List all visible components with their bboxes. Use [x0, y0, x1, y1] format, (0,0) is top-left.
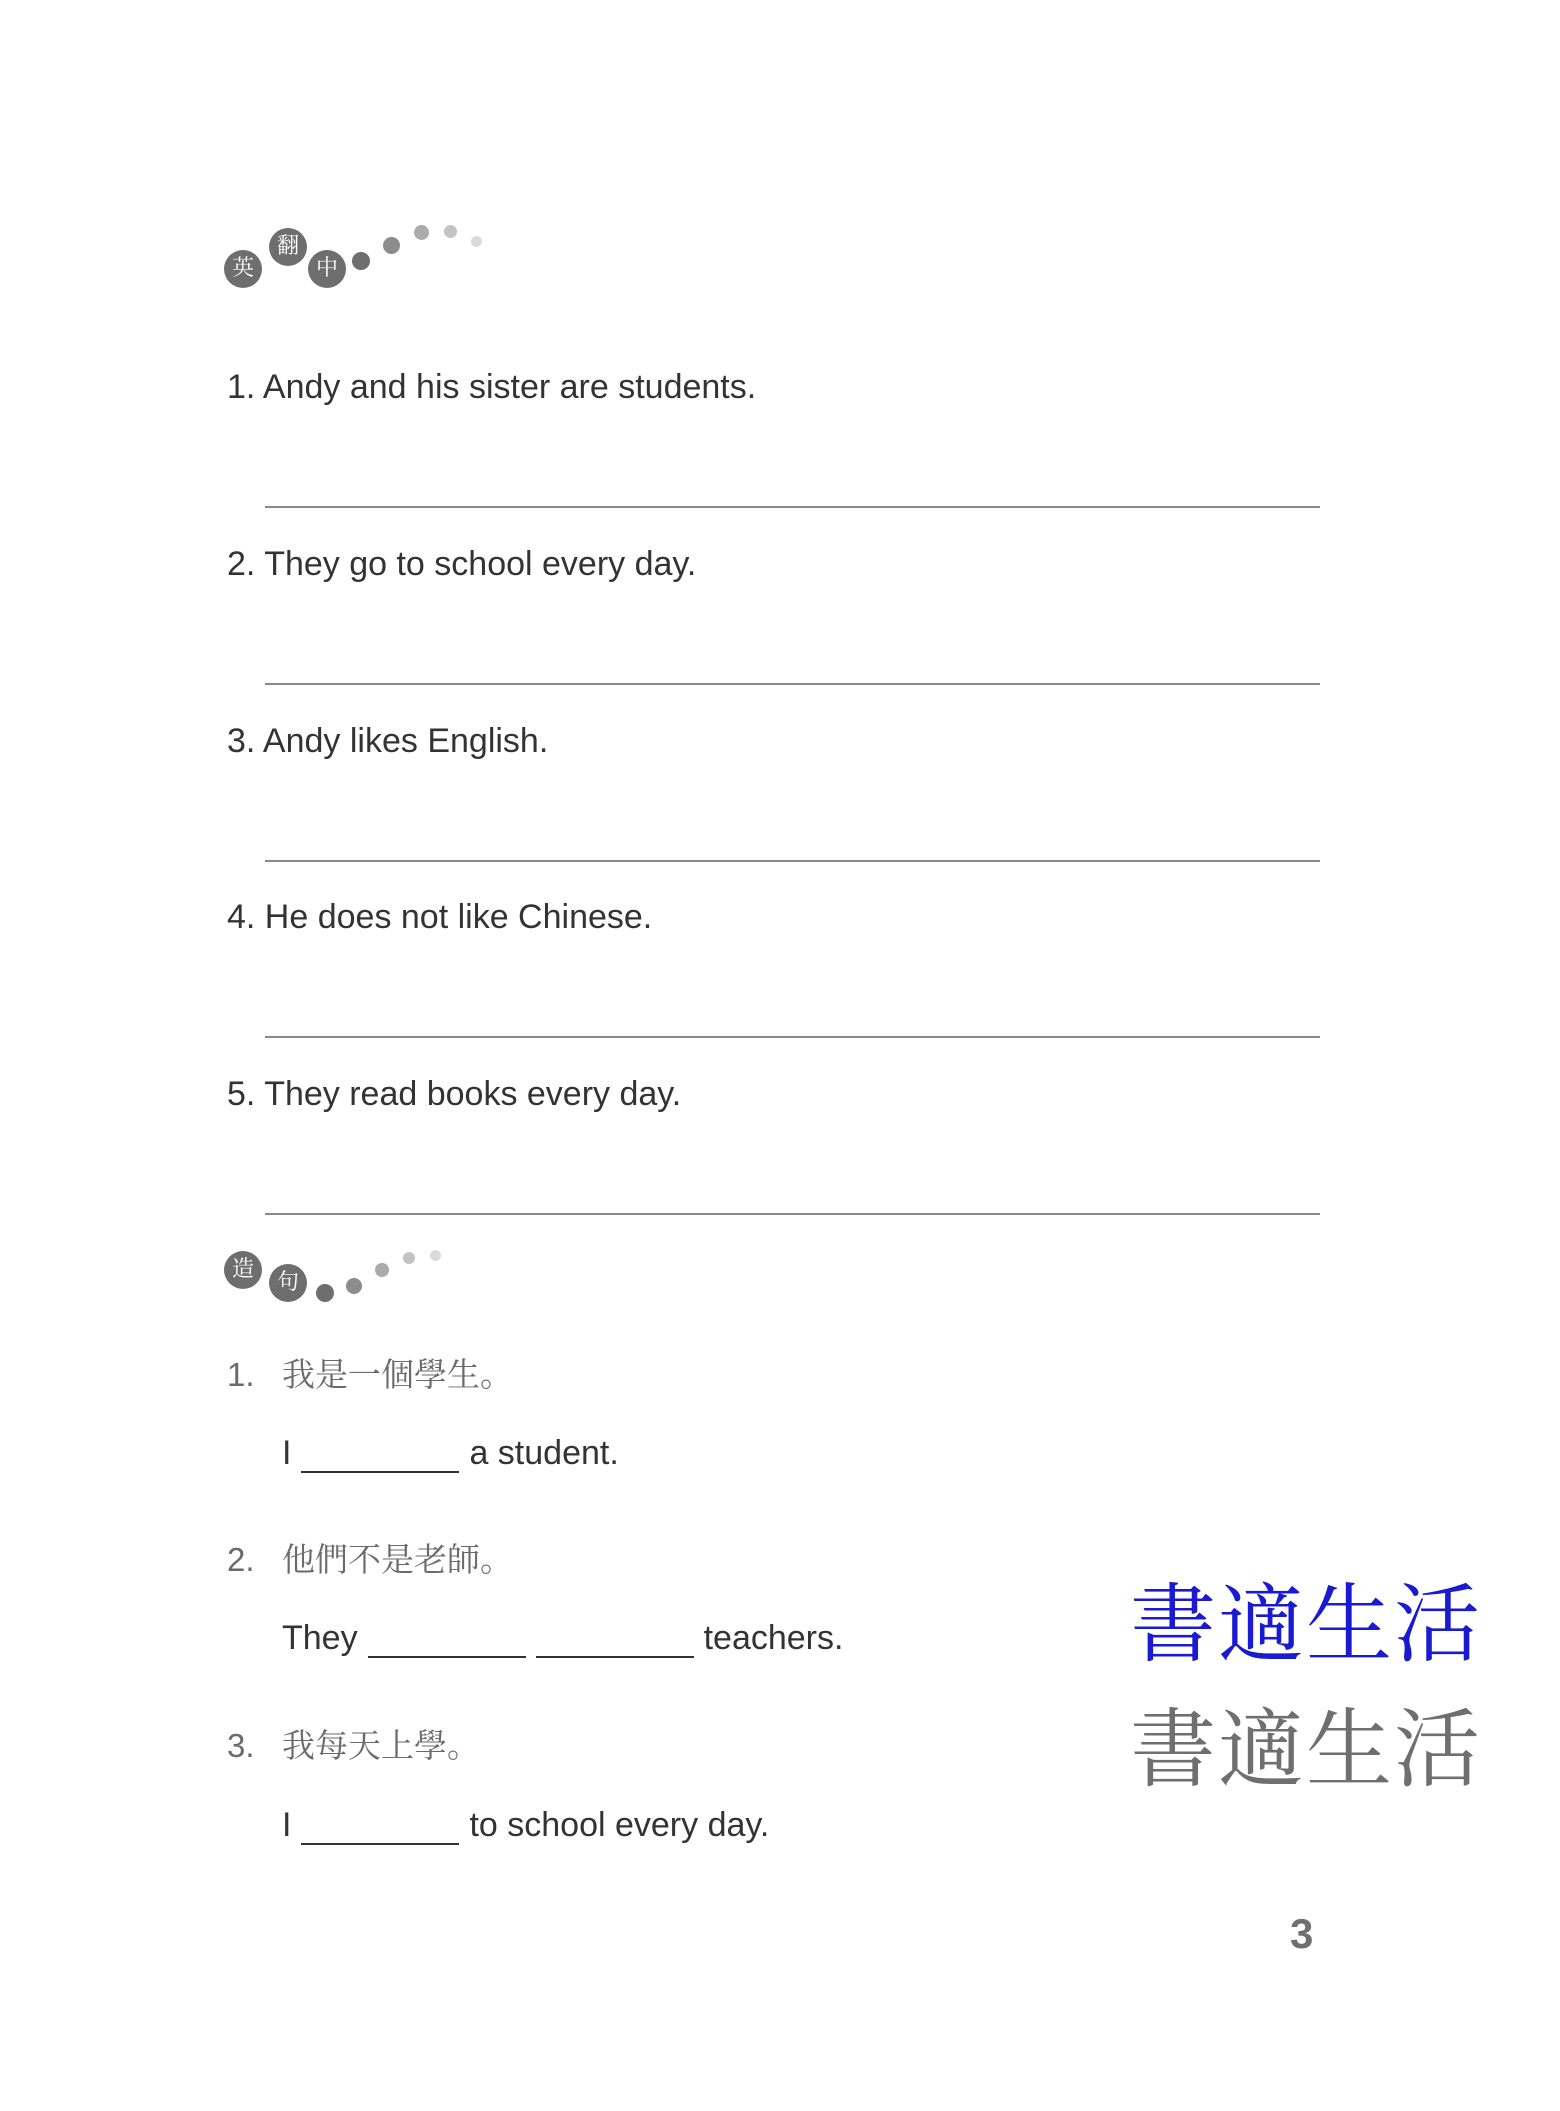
- chinese-sentence: 他們不是老師。: [282, 1540, 513, 1579]
- answer-line-1[interactable]: [265, 506, 1320, 508]
- question-4: 4. He does not like Chinese.: [227, 898, 653, 936]
- sentence-end: to school every day.: [469, 1806, 770, 1844]
- header-dot: [444, 225, 457, 238]
- header-dot: [471, 236, 482, 247]
- header-circle-ying: 英: [224, 250, 262, 288]
- fill-blank[interactable]: [301, 1813, 459, 1845]
- chinese-sentence: 我每天上學。: [282, 1726, 480, 1765]
- fill-blank[interactable]: [301, 1441, 459, 1473]
- sentence-end: a student.: [469, 1434, 619, 1472]
- header-dot: [383, 237, 400, 254]
- sentence-start: I: [282, 1806, 292, 1844]
- sentence-end: teachers.: [703, 1619, 844, 1657]
- chinese-prompt-2: [227, 1534, 513, 1581]
- header-dot: [316, 1284, 334, 1302]
- english-sentence-3: [282, 1806, 769, 1845]
- header-dot: [375, 1263, 389, 1277]
- fill-blank[interactable]: [536, 1626, 694, 1658]
- header-dot: [403, 1252, 415, 1264]
- item-number: 2.: [227, 1541, 255, 1578]
- sentence-start: They: [282, 1619, 358, 1657]
- header-circle-fan: 翻: [269, 228, 307, 266]
- chinese-sentence: 我是一個學生。: [282, 1355, 513, 1394]
- item-number: 1.: [227, 1356, 255, 1393]
- header-dot: [430, 1250, 441, 1261]
- header-circle-ju: 句: [269, 1264, 307, 1302]
- english-sentence-1: [282, 1434, 619, 1473]
- english-sentence-2: [282, 1619, 843, 1658]
- chinese-prompt-3: [227, 1720, 480, 1767]
- answer-line-3[interactable]: [265, 860, 1320, 862]
- watermark-blue: 書適生活: [1130, 1575, 1482, 1675]
- fill-blank[interactable]: [368, 1626, 526, 1658]
- page-number: 3: [1290, 1910, 1314, 1957]
- header-dot: [346, 1278, 362, 1294]
- chinese-prompt-1: [227, 1349, 513, 1396]
- watermark-gray: 書適生活: [1130, 1700, 1482, 1800]
- header-dot: [352, 252, 370, 270]
- question-1: 1. Andy and his sister are students.: [227, 368, 757, 406]
- header-circle-zhong: 中: [308, 250, 346, 288]
- answer-line-2[interactable]: [265, 683, 1320, 685]
- answer-line-4[interactable]: [265, 1036, 1320, 1038]
- question-5: 5. They read books every day.: [227, 1075, 682, 1113]
- question-3: 3. Andy likes English.: [227, 722, 549, 760]
- header-dot: [414, 225, 429, 240]
- question-2: 2. They go to school every day.: [227, 545, 697, 583]
- header-circle-zao: 造: [224, 1251, 262, 1289]
- item-number: 3.: [227, 1727, 255, 1764]
- answer-line-5[interactable]: [265, 1213, 1320, 1215]
- sentence-start: I: [282, 1434, 292, 1472]
